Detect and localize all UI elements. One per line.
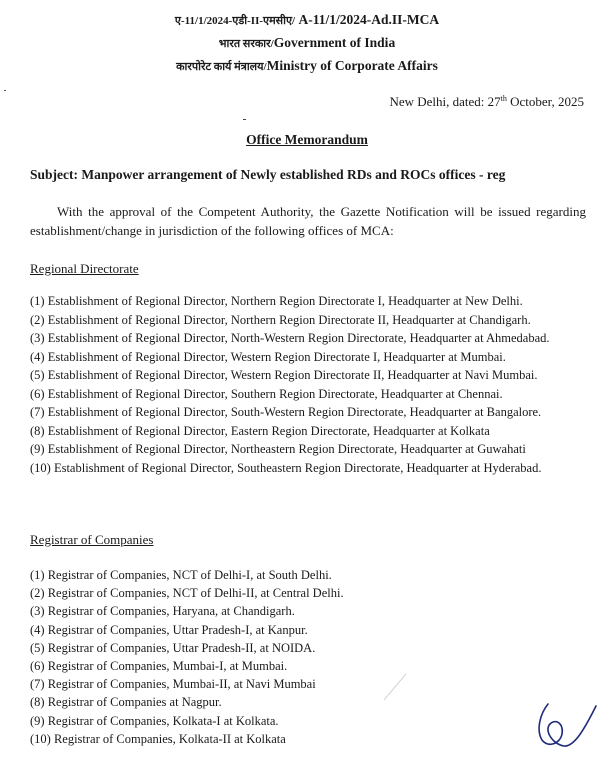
list-item: (3) Establishment of Regional Director, North-Western Region Directorate, Headquarter at Ahmedabad. (30, 331, 550, 345)
date-suffix: th (500, 94, 507, 103)
list-item: (3) Registrar of Companies, Haryana, at Chandigarh. (30, 604, 295, 619)
list-item: (4) Registrar of Companies, Uttar Pradesh-I, at Kanpur. (30, 622, 308, 637)
list-item: (1) Establishment of Regional Director, Northern Region Directorate I, Headquarter at New Delhi. (30, 294, 523, 308)
regional-directorate-heading: Regional Directorate (30, 261, 139, 276)
list-item: (9) Establishment of Regional Director, Northeastern Region Directorate, Headquarter at Guwahati (30, 442, 526, 456)
pen-mark (380, 672, 410, 702)
ministry-hindi: कारपोरेट कार्य मंत्रालय/ (176, 61, 267, 73)
list-item: (2) Registrar of Companies, NCT of Delhi-II, at Central Delhi. (30, 586, 344, 601)
list-item: (5) Establishment of Regional Director, Western Region Directorate II, Headquarter at Navi Mumbai. (30, 368, 538, 382)
document-date (389, 93, 584, 111)
list-item: (4) Establishment of Regional Director, Western Region Directorate I, Headquarter at Mumbai. (30, 349, 506, 364)
list-item: (6) Registrar of Companies, Mumbai-I, at Mumbai. (30, 659, 288, 674)
government-hindi: भारत सरकार/ (218, 38, 274, 50)
intro-paragraph: With the approval of the Competent Authority, the Gazette Notification will be issued regarding establishment/change in jurisdiction of the following offices of MCA: (30, 204, 586, 238)
list-item: (10) Establishment of Regional Director, Southeastern Region Directorate, Headquarter at Hyderabad. (30, 460, 542, 475)
file-number-english: A-11/1/2024-Ad.II-MCA (298, 12, 440, 27)
signature-mark (530, 700, 600, 752)
file-number-hindi: ए-11/1/2024-एडी-II-एमसीए/ (174, 15, 296, 27)
ministry-english: Ministry of Corporate Affairs (266, 58, 438, 73)
list-item: (7) Establishment of Regional Director, South-Western Region Directorate, Headquarter at Bangalore. (30, 405, 542, 419)
regional-directorate-list (30, 292, 586, 477)
list-item: (6) Establishment of Regional Director, Southern Region Directorate, Headquarter at Chennai. (30, 386, 503, 401)
government-line (0, 33, 614, 54)
registrar-of-companies-list (30, 566, 586, 748)
list-item: (8) Establishment of Regional Director, Eastern Region Directorate, Headquarter at Kolkata (30, 423, 490, 438)
list-item: (1) Registrar of Companies, NCT of Delhi-I, at South Delhi. (30, 568, 332, 582)
list-item: (8) Registrar of Companies at Nagpur. (30, 695, 222, 710)
ministry-line (0, 56, 614, 77)
tick-mark (243, 119, 246, 120)
file-number (0, 10, 614, 31)
margin-mark (4, 90, 6, 91)
date-rest: October, 2025 (506, 94, 584, 109)
list-item: (5) Registrar of Companies, Uttar Pradesh-II, at NOIDA. (30, 640, 316, 655)
government-english: Government of India (273, 35, 396, 50)
list-item: (7) Registrar of Companies, Mumbai-II, at Navi Mumbai (30, 677, 316, 692)
list-item: (2) Establishment of Regional Director, Northern Region Directorate II, Headquarter at Chandigarh. (30, 312, 531, 327)
memo-title: Office Memorandum (246, 132, 368, 147)
list-item: (9) Registrar of Companies, Kolkata-I at Kolkata. (30, 713, 279, 728)
date-prefix: New Delhi, dated: 27 (389, 94, 501, 109)
subject-line: Subject: Manpower arrangement of Newly established RDs and ROCs offices - reg (30, 167, 506, 182)
list-item: (10) Registrar of Companies, Kolkata-II at Kolkata (30, 731, 286, 746)
registrar-of-companies-heading: Registrar of Companies (30, 532, 154, 547)
